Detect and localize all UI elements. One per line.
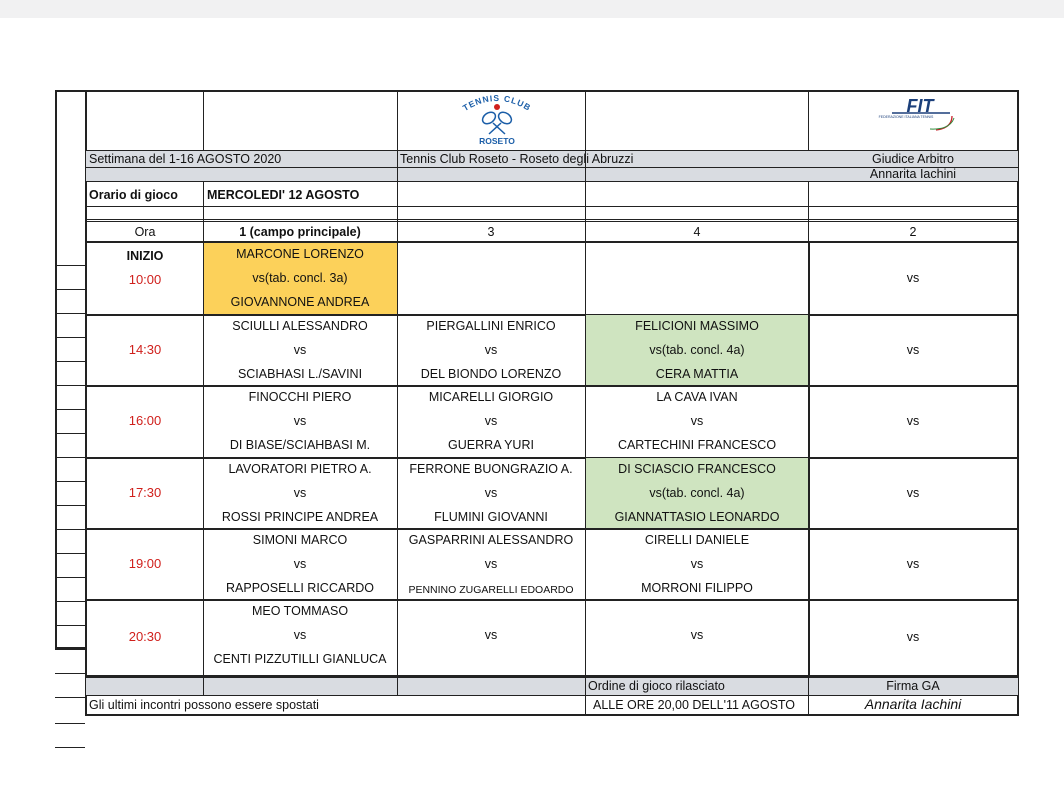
signature-label: Firma GA: [886, 679, 940, 693]
start-label: INIZIO: [126, 249, 164, 263]
match-player-line: PENNINO ZUGARELLI EDOARDO: [408, 584, 574, 596]
slot-line: [85, 457, 1019, 459]
order-label: Ordine di gioco rilasciato: [588, 679, 725, 693]
col-header-court2: 2: [909, 225, 917, 239]
fit-federation-logo: [870, 94, 960, 134]
col-line-d-top: [585, 90, 586, 150]
slot-line: [85, 599, 1019, 601]
match-player-line: GIOVANNONE ANDREA: [230, 295, 370, 309]
referee-title: Giudice Arbitro: [872, 152, 954, 166]
match-player-line: MEO TOMMASO: [251, 604, 349, 618]
slot-time: 10:00: [128, 272, 162, 287]
logo-club-top-text: TENNIS CLUB: [460, 92, 534, 113]
margin-row-line: [55, 747, 85, 748]
match-player-line: CIRELLI DANIELE: [644, 533, 750, 547]
margin-row-line: [55, 601, 85, 602]
row-line-5: [85, 219, 1019, 220]
margin-row-line: [55, 625, 85, 626]
footer-line-top: [85, 676, 1019, 678]
margin-row-line: [55, 529, 85, 530]
match-player-line: vs(tab. concl. 4a): [649, 343, 745, 357]
logo-club-bottom-text: ROSETO: [479, 136, 515, 146]
match-player-line: vs: [293, 557, 307, 571]
slot-col-line: [808, 243, 810, 677]
match-player-line: SIMONI MARCO: [252, 533, 348, 547]
border-bottom: [85, 714, 1019, 716]
match-player-line: vs: [293, 414, 307, 428]
match-player-line: vs: [293, 628, 307, 642]
margin-row-line: [55, 361, 85, 362]
slot-time: 14:30: [128, 341, 162, 357]
match-player-line: GASPARRINI ALESSANDRO: [408, 533, 574, 547]
tennis-club-roseto-logo: [447, 92, 547, 148]
match-player-line: FERRONE BUONGRAZIO A.: [409, 462, 573, 476]
court2-vs: vs: [906, 630, 920, 644]
margin-row-line: [55, 723, 85, 724]
margin-row-line: [55, 505, 85, 506]
slot-time: 20:30: [128, 629, 162, 644]
referee-signature: Annarita Iachini: [864, 696, 962, 712]
margin-row-line: [55, 385, 85, 386]
col-header-court1: 1 (campo principale): [239, 225, 361, 239]
match-player-line: vs: [293, 343, 307, 357]
match-player-line: DI SCIASCIO FRANCESCO: [618, 462, 776, 476]
match-player-line: GUERRA YURI: [448, 438, 534, 452]
col-header-time: Ora: [134, 225, 156, 239]
match-player-line: GIANNATTASIO LEONARDO: [614, 510, 780, 524]
footer-col-c: [397, 676, 398, 696]
match-player-line: vs: [293, 486, 307, 500]
margin-row-line: [55, 649, 85, 650]
court2-vs: vs: [906, 342, 920, 357]
slot-line: [85, 385, 1019, 387]
match-player-line: ROSSI PRINCIPE ANDREA: [221, 510, 379, 524]
slot-time: 16:00: [128, 413, 162, 428]
match-player-line: DEL BIONDO LORENZO: [420, 367, 562, 381]
footer-col-d: [585, 676, 586, 716]
margin-row-line: [55, 409, 85, 410]
match-player-line: vs: [484, 557, 498, 571]
match-player-line: SCIABHASI L./SAVINI: [237, 367, 363, 381]
match-player-line: RAPPOSELLI RICCARDO: [226, 581, 374, 595]
match-player-line: CENTI PIZZUTILLI GIANLUCA: [213, 652, 387, 666]
referee-name: Annarita Iachini: [869, 167, 957, 181]
match-player-line: MICARELLI GIORGIO: [428, 390, 554, 404]
margin-row-line: [55, 289, 85, 290]
slot-col-line: [397, 243, 398, 677]
match-player-line: vs: [690, 557, 704, 571]
viewer-top-bar: [0, 0, 1064, 18]
margin-row-line: [55, 553, 85, 554]
footer-col-b: [203, 676, 204, 696]
margin-row-line: [55, 433, 85, 434]
match-player-line: FLUMINI GIOVANNI: [434, 510, 548, 524]
schedule-label: Orario di gioco: [89, 188, 178, 202]
footer-note: Gli ultimi incontri possono essere spostati: [89, 698, 319, 712]
week-label: Settimana del 1-16 AGOSTO 2020: [89, 152, 282, 166]
slot-line: [85, 314, 1019, 316]
row-line-5b: [85, 221, 1019, 222]
match-player-line: vs: [690, 414, 704, 428]
col-line-a: [85, 90, 87, 716]
match-player-line: vs: [690, 628, 704, 642]
match-player-line: LAVORATORI PIETRO A.: [228, 462, 372, 476]
schedule-sheet: [55, 90, 1019, 716]
court2-vs: vs: [906, 414, 920, 428]
row-line-3: [85, 181, 1019, 182]
court2-vs: vs: [906, 485, 920, 500]
match-player-line: vs: [484, 486, 498, 500]
release-time: ALLE ORE 20,00 DELL'11 AGOSTO: [593, 698, 796, 712]
match-player-line: FINOCCHI PIERO: [248, 390, 352, 404]
col-header-court3: 3: [487, 225, 495, 239]
match-player-line: MORRONI FILIPPO: [641, 581, 753, 595]
margin-row-line: [55, 697, 85, 698]
slot-line: [85, 528, 1019, 530]
fit-logo-subtitle: FEDERAZIONE ITALIANA TENNIS: [878, 115, 934, 119]
match-player-line: LA CAVA IVAN: [656, 390, 738, 404]
match-player-line: vs: [484, 343, 498, 357]
slot-time: 17:30: [128, 484, 162, 500]
match-player-line: vs(tab. concl. 4a): [649, 486, 745, 500]
margin-row-line: [55, 337, 85, 338]
court2-vs: vs: [906, 556, 920, 571]
col-line-c-mid: [397, 151, 398, 242]
border-left: [55, 90, 57, 648]
club-label: Tennis Club Roseto - Roseto degli Abruzzi: [400, 152, 634, 166]
match-player-line: PIERGALLINI ENRICO: [426, 319, 556, 333]
margin-row-line: [55, 457, 85, 458]
footer-col-e: [808, 676, 809, 716]
slot-col-line: [585, 243, 586, 677]
court2-vs: vs: [906, 271, 920, 285]
match-player-line: vs: [484, 414, 498, 428]
match-player-line: MARCONE LORENZO: [236, 247, 364, 261]
match-player-line: vs: [484, 628, 498, 642]
fit-logo-text: FIT: [906, 96, 934, 116]
col-line-c-top: [397, 90, 398, 150]
margin-row-line: [55, 313, 85, 314]
match-player-line: vs(tab. concl. 3a): [252, 271, 348, 285]
match-player-line: CARTECHINI FRANCESCO: [617, 438, 777, 452]
margin-row-line: [55, 265, 85, 266]
margin-row-line: [55, 481, 85, 482]
match-player-line: CERA MATTIA: [655, 367, 739, 381]
col-header-court4: 4: [693, 225, 701, 239]
border-right: [1017, 90, 1019, 716]
slot-col-line: [203, 243, 204, 677]
margin-bottom-line: [55, 647, 85, 649]
match-player-line: DI BIASE/SCIAHBASI M.: [229, 438, 371, 452]
margin-row-line: [55, 673, 85, 674]
day-label: MERCOLEDI' 12 AGOSTO: [207, 188, 360, 202]
match-player-line: FELICIONI MASSIMO: [635, 319, 759, 333]
footer-row-bg: [86, 678, 1018, 695]
row-line-4: [85, 206, 1019, 207]
margin-row-line: [55, 577, 85, 578]
match-player-line: SCIULLI ALESSANDRO: [232, 319, 368, 333]
slot-time: 19:00: [128, 555, 162, 571]
